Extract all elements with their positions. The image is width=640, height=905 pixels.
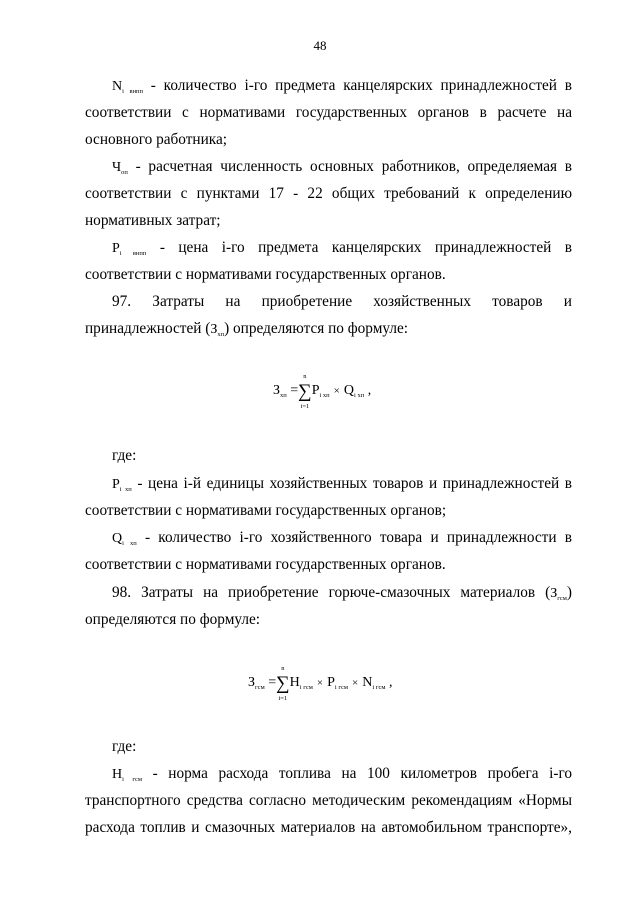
symbol-ch-subscript: оп <box>121 169 128 176</box>
symbol-p: P <box>112 241 120 256</box>
definition-h-gsm-line-1: - норма расхода топлива на 100 километров пробега i-го <box>152 765 572 782</box>
paragraph-98-line-1-start: 98. Затраты на приобретение горюче-смазочных материалов ( <box>112 584 551 601</box>
definition-p-hp-line-2: соответствии с нормативами государственных органов; <box>85 502 447 519</box>
formula-1-sum <box>298 373 312 410</box>
formula-1-term-2-subscript: i хп <box>354 392 365 399</box>
paragraph-97-line-2-end: ) определяются по формуле: <box>224 320 409 337</box>
definition-p-hp-line-1: - цена i-й единицы хозяйственных товаров и принадлежностей в <box>137 475 572 492</box>
definition-p-hp <box>85 470 572 524</box>
definition-h-gsm-line-3: расхода топлив и смазочных материалов на автомобильном транспорте», <box>85 819 572 836</box>
paragraph-97-line-2-start: принадлежностей ( <box>85 320 211 337</box>
where-label-2: где: <box>112 738 137 755</box>
formula-2-sigma: ∑ <box>276 673 290 694</box>
formula-2-term-3: N <box>362 675 373 690</box>
formula-2-term-3-subscript: i гсм <box>372 684 386 691</box>
paragraph-97-line-1: 97. Затраты на приобретение хозяйственных товаров и <box>112 293 572 310</box>
definition-n-item <box>85 72 572 153</box>
formula-2-term-2-subscript: i гсм <box>334 684 348 691</box>
symbol-z-hp-inline: З <box>210 322 218 337</box>
symbol-n-subscript: i внпп <box>122 88 144 95</box>
symbol-z-gsm-inline: З <box>550 586 558 601</box>
formula-1-multiply: × <box>333 385 340 397</box>
symbol-p-hp: P <box>112 477 120 492</box>
formula-1-equals: = <box>290 383 299 398</box>
formula-1-term-1-subscript: i хп <box>319 392 330 399</box>
formula-2-comma: , <box>388 675 393 690</box>
definition-ch-line-2: соответствии с пунктами 17 - 22 общих требований к определению <box>85 185 572 202</box>
definition-n-line-1: - количество i-го предмета канцелярских принадлежностей в <box>150 77 572 94</box>
page-number: 48 <box>313 38 327 53</box>
formula-2-lhs-subscript: гсм <box>255 684 265 691</box>
definition-h-gsm <box>85 760 572 841</box>
formula-2-sum-upper: n <box>281 665 285 672</box>
formula-fuel-lubricants <box>248 665 393 702</box>
formula-1-comma: , <box>367 383 372 398</box>
definition-h-gsm-line-2: транспортного средства согласно методическим рекомендациям «Нормы <box>85 792 572 809</box>
symbol-h-gsm-subscript: i гсм <box>122 776 142 783</box>
definition-ch-staff <box>85 153 572 234</box>
symbol-n: N <box>112 79 123 94</box>
symbol-z-gsm-inline-subscript: гсм <box>557 595 567 602</box>
formula-2-sum <box>276 665 290 702</box>
paragraph-98-line-1-end: ) <box>566 584 572 601</box>
definition-q-hp <box>85 524 572 578</box>
symbol-q-hp: Q <box>112 531 123 546</box>
formula-1-sum-upper: n <box>303 373 307 380</box>
formula-2-term-1-subscript: i гсм <box>299 684 313 691</box>
definition-q-hp-line-2: соответствии с нормативами государственных органов. <box>85 556 446 573</box>
definition-ch-line-3: нормативных затрат; <box>85 212 221 229</box>
formula-2-sum-lower: i=1 <box>278 695 288 702</box>
formula-2-term-1: H <box>289 675 300 690</box>
paragraph-98-line-2: определяются по формуле: <box>85 611 261 628</box>
definition-n-line-2: соответствии с нормативами государственных органов в расчете на <box>85 104 572 121</box>
formula-1-lhs: З <box>273 383 281 398</box>
formula-1-sum-lower: i=1 <box>300 403 310 410</box>
symbol-ch: Ч <box>112 160 122 175</box>
definition-p-line-1: - цена i-го предмета канцелярских принадлежностей в <box>159 239 572 256</box>
definition-p-line-2: соответствии с нормативами государственных органов. <box>85 266 446 283</box>
symbol-z-hp-inline-subscript: хп <box>217 331 225 338</box>
definition-q-hp-line-1: - количество i-го хозяйственного товара и принадлежности в <box>144 529 572 546</box>
definition-n-line-3: основного работника; <box>85 131 228 148</box>
formula-1-sigma: ∑ <box>298 381 312 402</box>
formula-2-term-2: P <box>327 675 335 690</box>
formula-1-term-1: P <box>311 383 320 398</box>
definition-ch-line-1: - расчетная численность основных работников, определяемая в <box>135 158 572 175</box>
paragraph-98 <box>85 579 572 633</box>
formula-2-multiply-1: × <box>316 677 324 689</box>
symbol-q-hp-subscript: i хп <box>122 540 137 547</box>
formula-2-lhs: З <box>248 675 256 690</box>
formula-1-term-2: Q <box>343 383 355 398</box>
formula-2-multiply-2: × <box>352 677 359 689</box>
symbol-p-hp-subscript: i хп <box>119 486 132 493</box>
formula-household-goods <box>273 373 372 410</box>
symbol-h-gsm: H <box>112 767 123 782</box>
formula-2-equals: = <box>268 675 277 690</box>
definition-p-price <box>85 234 572 288</box>
symbol-p-subscript: i внпп <box>119 250 147 257</box>
paragraph-97 <box>85 288 572 342</box>
formula-1-lhs-subscript: хп <box>280 392 287 399</box>
where-label-1: где: <box>112 447 137 464</box>
